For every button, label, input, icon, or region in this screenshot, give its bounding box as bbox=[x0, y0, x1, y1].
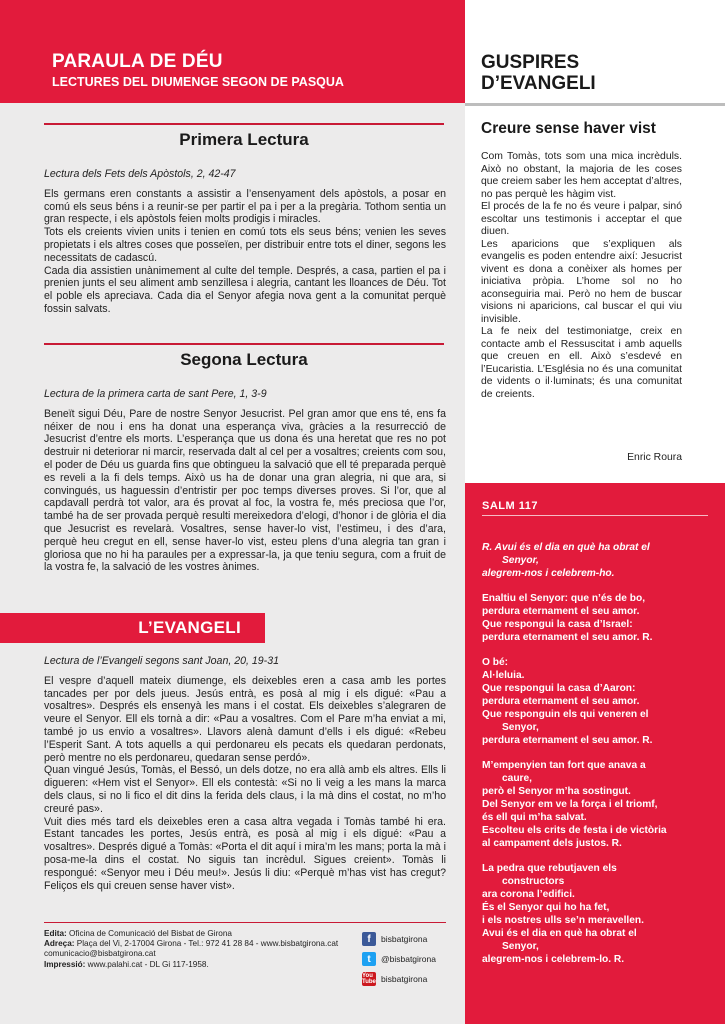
salm-line: O bé: bbox=[482, 657, 509, 668]
evangeli-lectura bbox=[44, 655, 446, 892]
salm-line: perdura eternament el seu amor. bbox=[482, 606, 640, 617]
salm-text bbox=[482, 541, 712, 978]
salm-line: Que respongui la casa d’Israel: bbox=[482, 619, 633, 630]
salm-line: M’empenyien tan fort que anava a bbox=[482, 760, 646, 771]
salm-line: alegrem-nos i celebrem-lo. R. bbox=[482, 954, 625, 965]
paragraph: Beneït sigui Déu, Pare de nostre Senyor Jesucrist. Pel gran amor que ens té, ens fa néixer de nou i ens ha donat una esperança viva, gràcies a la resurrecció de Jesucrist d’entre els morts. L’esperança que us dona és una heretat que res no pot destruir ni deteriorar ni marcir, reservada dalt al cel per a vosaltres; creients com sou, el poder de Déu us guarda fins que obtingueu la salvació que ell té preparada perquè es reveli a la fi dels temps. Això us ha de donar una gran alegria, ni que ara, si convingués, us haguessin d’entristir per poc temps diverses proves. Si l’or, que al capdavall perdrà tot valor, ara és provat al foc, la vostra fe, més preciosa que l’or, també ha de ser provada perquè resulti mereixedora d’elogi, d’honor i de glòria el dia que Jesucrist es revelarà. Vosaltres, sense haver-lo vist, l’estimeu, i des d’ara, perquè heu cregut en ell, sense haver-lo vist, esteu plens d’una alegria tan gran i gloriosa que no hi ha paraules per a expressar-la, ja que teniu segura, com a fruit de la vostra fe, la salvació de les vostres ànimes. bbox=[44, 407, 446, 574]
divider bbox=[465, 103, 725, 106]
divider bbox=[44, 343, 444, 345]
salm-line: perdura eternament el seu amor. bbox=[482, 696, 640, 707]
primera-lectura-title: Primera Lectura bbox=[179, 130, 309, 149]
author: Enric Roura bbox=[627, 452, 682, 463]
salm-line: perdura eternament el seu amor. R. bbox=[482, 632, 653, 643]
social-links bbox=[362, 929, 462, 989]
salm-stanza bbox=[482, 759, 712, 850]
page-title: PARAULA DE DÉU bbox=[52, 51, 223, 72]
salm-stanza bbox=[482, 656, 712, 747]
divider bbox=[44, 922, 446, 923]
salm-line: ara corona l’edifici. bbox=[482, 889, 575, 900]
paragraph: El vespre d’aquell mateix diumenge, els deixebles eren a casa amb les portes tancades per por dels jueus. Jesús entrà, es posà al mig i els digué: «Pau a vosaltres». Després els ensenyà les mans i el costat. Els deixebles s’alegraren de veure el Senyor. Ell els tornà a dir: «Pau a vosaltres. Com el Pare m’ha enviat a mi, també jo us envio a vosaltres». Llavors alenà damunt d’ells i els digué: «Rebeu l’Esperit Sant. A tots aquells a qui perdonareu els pecats els quedaran perdonats, però mentre no els perdonareu, quedaran sense perdó». bbox=[44, 674, 446, 764]
divider bbox=[44, 123, 444, 125]
facebook-link[interactable]: f bisbatgirona bbox=[362, 929, 462, 949]
salm-line: Senyor, bbox=[502, 941, 539, 952]
paragraph: Vuit dies més tard els deixebles eren a casa altra vegada i Tomàs també hi era. Estant tancades les portes, Jesús entrà, es posà al mig i els digué: «Pau a vosaltres». Després digué a Tomàs: «Porta el dit aquí i mira’m les mans; porta la mà i posa-me-la dins el costat. No siguis tan incrèdul. Sigues creient». Tomàs li respongué: «Senyor meu i Déu meu!». Jesús li diu: «Perquè m’has vist has cregut? Feliços els qui creuen sense haver vist». bbox=[44, 815, 446, 892]
salm-line: perdura eternament el seu amor. R. bbox=[482, 735, 653, 746]
salm-line: al campament dels justos. R. bbox=[482, 838, 622, 849]
salm-line: És el Senyor qui ho ha fet, bbox=[482, 902, 610, 913]
facebook-icon: f bbox=[362, 932, 376, 946]
paragraph: Com Tomàs, tots som una mica incrèduls. Això no obstant, la majoria de les coses que creiem saber les hem acceptat d’altres, no pas perquè les hàgim vist. bbox=[481, 151, 682, 200]
header-paraula bbox=[0, 0, 465, 103]
evangeli-banner bbox=[0, 613, 265, 643]
salm-line: Senyor, bbox=[502, 555, 539, 566]
evangeli-ref: Lectura de l’Evangeli segons sant Joan, 20, 19-31 bbox=[44, 655, 279, 667]
salm-line: és ell qui m’ha salvat. bbox=[482, 812, 587, 823]
segona-lectura-title: Segona Lectura bbox=[180, 350, 308, 369]
youtube-link[interactable]: You Tube bisbatgirona bbox=[362, 973, 428, 985]
youtube-icon: You Tube bbox=[362, 973, 376, 985]
salm-line: La pedra que rebutjaven els bbox=[482, 863, 617, 874]
segona-lectura-ref: Lectura de la primera carta de sant Pere, 1, 3-9 bbox=[44, 388, 267, 400]
twitter-icon: t bbox=[362, 952, 376, 966]
primera-lectura bbox=[44, 168, 446, 316]
paragraph: Tots els creients vivien units i tenien en comú tots els seus béns; venien les seves propietats i els altres coses que posseïen, per distribuir entre tots el diner, segons les necessitats de cadascú. bbox=[44, 226, 446, 264]
salm-line: Senyor, bbox=[502, 722, 539, 733]
credits: Edita: Oficina de Comunicació del Bisbat de Girona Adreça: Plaça del Vi, 2-17004 Girona - Tel.: 972 41 28 84 - www.bisbatgirona.cat comunicacio@bisbatgirona.cat Impressió: www.palahi.cat - DL Gi 117-1958. bbox=[44, 929, 364, 970]
guspires-article-title: Creure sense haver vist bbox=[481, 120, 656, 137]
salm-line: Enaltiu el Senyor: que n’és de bo, bbox=[482, 593, 646, 604]
paragraph: El procés de la fe no és veure i palpar, sinó escoltar uns testimonis i acceptar el que diuen. bbox=[481, 201, 682, 237]
twitter-link[interactable]: t @bisbatgirona bbox=[362, 949, 462, 969]
paragraph: Cada dia assistien unànimement al culte del temple. Després, a casa, partien el pa i prenien junts el seu aliment amb senzillesa i alegria, cantant les lloances de Déu. Tot el poble els apreciava. Cada dia el Senyor afegia nova gent a la comunitat perquè fossin salvats. bbox=[44, 264, 446, 315]
salm-line: constructors bbox=[502, 876, 565, 887]
salm-line: Que responguin els qui veneren el bbox=[482, 709, 649, 720]
paragraph: Els germans eren constants a assistir a l’ensenyament dels apòstols, a posar en comú els seus béns i a reunir-se per partir el pa i per a la pregària. Tothom sentia un gran respecte, i els apòstols feien molts prodigis i miracles. bbox=[44, 187, 446, 226]
salm-line: Escolteu els crits de festa i de victòria bbox=[482, 825, 667, 836]
evangeli-title: L’EVANGELI bbox=[138, 618, 241, 637]
salm-line: Del Senyor em ve la força i el triomf, bbox=[482, 799, 658, 810]
salm-line: però el Senyor m’ha sostingut. bbox=[482, 786, 631, 797]
salm-stanza bbox=[482, 862, 712, 966]
email-link[interactable]: comunicacio@bisbatgirona.cat bbox=[44, 949, 156, 959]
page-subtitle: LECTURES DEL DIUMENGE SEGON DE PASQUA bbox=[52, 75, 344, 89]
salm-stanza bbox=[482, 541, 712, 580]
salm-stanza bbox=[482, 592, 712, 644]
divider bbox=[482, 515, 708, 516]
salm-line: Que respongui la casa d’Aaron: bbox=[482, 683, 636, 694]
paragraph: La fe neix del testimoniatge, creix en contacte amb el Ressuscitat i amb aquells que creuen en ell. Això s’esdevé en l’Eucaristia. L’Església no és una comunitat de vidents o il·luminats; és una comunitat de creients. bbox=[481, 326, 682, 400]
guspires-article bbox=[481, 151, 682, 401]
primera-lectura-ref: Lectura dels Fets dels Apòstols, 2, 42-47 bbox=[44, 168, 236, 180]
guspires-title-line-2: D’EVANGELI bbox=[481, 73, 596, 94]
salm-line: alegrem-nos i celebrem-ho. bbox=[482, 568, 615, 579]
paragraph: Les aparicions que s’expliquen als evangelis es poden entendre així: Jesucrist vivent es dona a conèixer als homes per iniciativa pròpia. L’home sol no ho aconseguiria mai. Però no hem de buscar visions ni aparicions, cal buscar el qui viu invisible. bbox=[481, 238, 682, 325]
salm-heading: SALM 117 bbox=[482, 500, 538, 512]
salm-line: Avui és el dia en què ha obrat el bbox=[482, 928, 637, 939]
segona-lectura bbox=[44, 388, 446, 574]
salm-line: i els nostres ulls se’n meravellen. bbox=[482, 915, 644, 926]
header-guspires bbox=[465, 0, 725, 103]
paragraph: Quan vingué Jesús, Tomàs, el Bessó, un dels dotze, no era allà amb els altres. Ells li digueren: «Hem vist el Senyor». Ell els contestà: «Si no li veig a les mans la marca dels claus, si no li fico el dit dins la ferida dels claus, i la mà dins el costat, no m’ho creuré pas». bbox=[44, 764, 446, 815]
salm-line: caure, bbox=[502, 773, 533, 784]
salm-line: R. Avui és el dia en què ha obrat el bbox=[482, 542, 650, 553]
salm-line: Al·leluia. bbox=[482, 670, 525, 681]
salm-box bbox=[465, 483, 725, 1024]
guspires-title-line-1: GUSPIRES bbox=[481, 52, 580, 73]
